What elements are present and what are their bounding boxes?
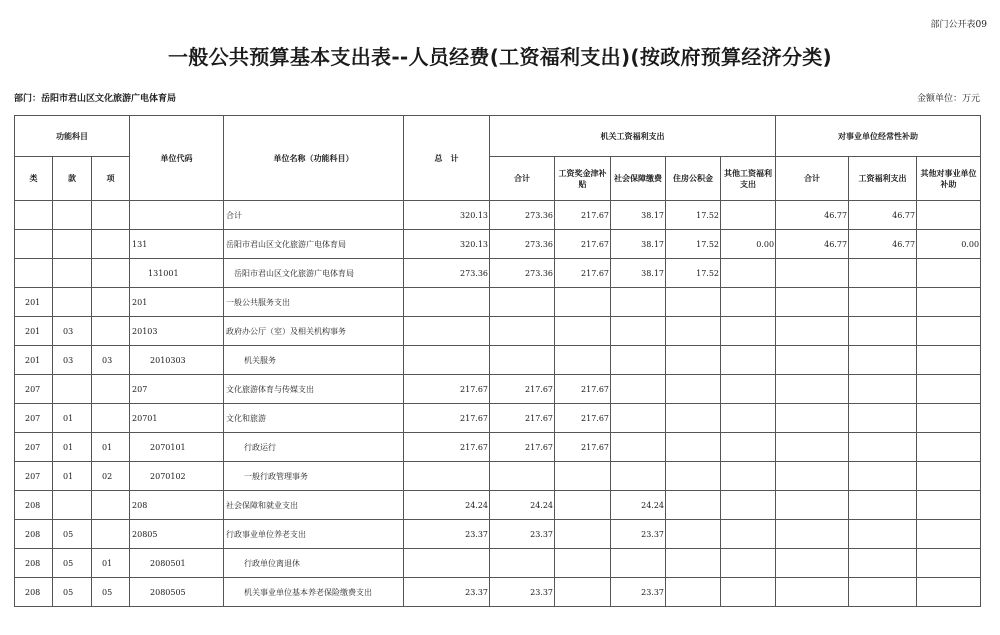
cell-sub-total [776, 317, 849, 346]
cell-code: 2070102 [130, 462, 224, 491]
cell-kuan: 01 [53, 404, 92, 433]
cell-org-wage: 217.67 [555, 259, 611, 288]
table-row [15, 346, 981, 375]
cell-org-other [721, 288, 776, 317]
cell-sub-other [917, 317, 981, 346]
department-label: 部门：岳阳市君山区文化旅游广电体育局 [14, 94, 177, 104]
cell-org-other [721, 346, 776, 375]
cell-kuan: 05 [53, 520, 92, 549]
cell-org-wage: 217.67 [555, 433, 611, 462]
cell-org-housing [666, 433, 721, 462]
cell-org-other [721, 462, 776, 491]
cell-code: 20805 [130, 520, 224, 549]
header-lei: 类 [15, 157, 53, 201]
cell-org-wage: 217.67 [555, 201, 611, 230]
cell-org-total: 217.67 [490, 433, 555, 462]
cell-name: 行政单位离退休 [224, 549, 404, 578]
cell-sub-wage [849, 259, 917, 288]
cell-lei: 201 [15, 317, 53, 346]
cell-code: 20103 [130, 317, 224, 346]
cell-sub-wage [849, 346, 917, 375]
cell-org-other: 0.00 [721, 230, 776, 259]
header-org-total: 合计 [490, 157, 555, 201]
cell-lei: 208 [15, 549, 53, 578]
table-row [15, 230, 981, 259]
cell-org-housing: 17.52 [666, 259, 721, 288]
header-sub-total: 合计 [776, 157, 849, 201]
cell-sub-total [776, 375, 849, 404]
cell-org-wage [555, 462, 611, 491]
header-org-social: 社会保障缴费 [611, 157, 666, 201]
cell-org-social [611, 288, 666, 317]
cell-sub-total [776, 462, 849, 491]
cell-org-wage [555, 549, 611, 578]
cell-lei [15, 230, 53, 259]
header-xiang: 项 [92, 157, 130, 201]
cell-code: 207 [130, 375, 224, 404]
cell-org-wage: 217.67 [555, 230, 611, 259]
cell-org-housing [666, 462, 721, 491]
cell-code: 208 [130, 491, 224, 520]
cell-lei [15, 259, 53, 288]
cell-kuan [53, 288, 92, 317]
cell-org-social [611, 433, 666, 462]
cell-sub-total [776, 288, 849, 317]
cell-org-housing [666, 288, 721, 317]
cell-org-total [490, 462, 555, 491]
cell-xiang: 02 [92, 462, 130, 491]
header-unit-code: 单位代码 [130, 116, 224, 201]
cell-org-housing [666, 346, 721, 375]
cell-xiang [92, 201, 130, 230]
cell-total [404, 462, 490, 491]
cell-sub-other [917, 404, 981, 433]
header-org-other: 其他工资福利支出 [721, 157, 776, 201]
cell-code: 131001 [130, 259, 224, 288]
cell-org-total [490, 288, 555, 317]
cell-sub-wage [849, 375, 917, 404]
cell-lei: 201 [15, 288, 53, 317]
table-row [15, 462, 981, 491]
cell-org-housing: 17.52 [666, 230, 721, 259]
cell-sub-wage: 46.77 [849, 230, 917, 259]
table-row [15, 375, 981, 404]
cell-kuan [53, 259, 92, 288]
cell-sub-other [917, 375, 981, 404]
cell-code: 20701 [130, 404, 224, 433]
cell-code: 201 [130, 288, 224, 317]
cell-total [404, 288, 490, 317]
cell-org-wage [555, 346, 611, 375]
header-unit-name: 单位名称（功能科目） [224, 116, 404, 201]
cell-total: 320.13 [404, 230, 490, 259]
cell-sub-total: 46.77 [776, 230, 849, 259]
header-org-wage: 工资奖金津补贴 [555, 157, 611, 201]
cell-org-housing [666, 404, 721, 433]
cell-sub-total [776, 578, 849, 607]
page-title: 一般公共预算基本支出表--人员经费(工资福利支出)(按政府预算经济分类) [168, 45, 832, 69]
cell-org-wage [555, 491, 611, 520]
cell-org-housing [666, 578, 721, 607]
cell-org-other [721, 491, 776, 520]
cell-sub-total [776, 404, 849, 433]
cell-sub-other [917, 288, 981, 317]
cell-org-social: 23.37 [611, 578, 666, 607]
table-row [15, 317, 981, 346]
cell-lei: 208 [15, 520, 53, 549]
cell-sub-total [776, 520, 849, 549]
cell-xiang [92, 375, 130, 404]
table-row [15, 578, 981, 607]
cell-org-housing [666, 375, 721, 404]
cell-org-social [611, 375, 666, 404]
table-row [15, 549, 981, 578]
cell-xiang [92, 520, 130, 549]
cell-xiang [92, 491, 130, 520]
cell-kuan: 01 [53, 462, 92, 491]
header-org-housing: 住房公积金 [666, 157, 721, 201]
cell-org-total: 24.24 [490, 491, 555, 520]
cell-sub-total: 46.77 [776, 201, 849, 230]
table-row [15, 433, 981, 462]
cell-total: 320.13 [404, 201, 490, 230]
cell-sub-wage [849, 491, 917, 520]
cell-name: 机关事业单位基本养老保险缴费支出 [224, 578, 404, 607]
cell-xiang [92, 404, 130, 433]
cell-sub-wage [849, 520, 917, 549]
cell-org-wage [555, 520, 611, 549]
cell-sub-wage [849, 404, 917, 433]
cell-org-housing [666, 317, 721, 346]
amount-unit-label: 金额单位：万元 [916, 94, 980, 104]
cell-kuan: 05 [53, 578, 92, 607]
cell-total: 23.37 [404, 520, 490, 549]
cell-total [404, 549, 490, 578]
table-row [15, 520, 981, 549]
cell-sub-other [917, 549, 981, 578]
cell-total: 217.67 [404, 375, 490, 404]
header-subsidy-group: 对事业单位经常性补助 [776, 116, 981, 157]
cell-org-social: 38.17 [611, 230, 666, 259]
header-sub-wage: 工资福利支出 [849, 157, 917, 201]
cell-name: 文化旅游体育与传媒支出 [224, 375, 404, 404]
cell-org-wage: 217.67 [555, 404, 611, 433]
cell-org-total: 273.36 [490, 201, 555, 230]
cell-sub-other [917, 346, 981, 375]
cell-sub-total [776, 259, 849, 288]
cell-org-other [721, 578, 776, 607]
cell-org-housing [666, 491, 721, 520]
cell-sub-other [917, 578, 981, 607]
cell-org-social [611, 317, 666, 346]
cell-org-housing: 17.52 [666, 201, 721, 230]
table-row [15, 201, 981, 230]
cell-name: 机关服务 [224, 346, 404, 375]
cell-sub-other [917, 201, 981, 230]
cell-xiang: 03 [92, 346, 130, 375]
cell-lei: 207 [15, 375, 53, 404]
cell-org-wage: 217.67 [555, 375, 611, 404]
cell-xiang [92, 317, 130, 346]
cell-org-social: 38.17 [611, 259, 666, 288]
cell-name: 一般公共服务支出 [224, 288, 404, 317]
cell-org-total: 23.37 [490, 578, 555, 607]
budget-table [14, 115, 981, 607]
cell-xiang: 01 [92, 433, 130, 462]
cell-lei: 208 [15, 578, 53, 607]
cell-org-other [721, 404, 776, 433]
cell-org-social [611, 346, 666, 375]
cell-name: 行政事业单位养老支出 [224, 520, 404, 549]
cell-org-other [721, 433, 776, 462]
header-total: 总 计 [404, 116, 490, 201]
cell-sub-wage [849, 549, 917, 578]
cell-org-other [721, 549, 776, 578]
form-tag: 部门公开表09 [930, 20, 987, 30]
cell-lei: 208 [15, 491, 53, 520]
cell-org-social: 38.17 [611, 201, 666, 230]
cell-sub-wage [849, 317, 917, 346]
cell-code: 2080501 [130, 549, 224, 578]
cell-lei: 207 [15, 462, 53, 491]
cell-kuan: 03 [53, 346, 92, 375]
cell-sub-other [917, 491, 981, 520]
cell-code: 2070101 [130, 433, 224, 462]
cell-code: 131 [130, 230, 224, 259]
cell-code [130, 201, 224, 230]
cell-org-wage [555, 288, 611, 317]
cell-sub-other [917, 462, 981, 491]
table-body [15, 201, 981, 607]
cell-kuan: 05 [53, 549, 92, 578]
header-org-group: 机关工资福利支出 [490, 116, 776, 157]
cell-org-other [721, 375, 776, 404]
cell-name: 合计 [224, 201, 404, 230]
cell-total: 23.37 [404, 578, 490, 607]
cell-name: 社会保障和就业支出 [224, 491, 404, 520]
cell-org-total: 273.36 [490, 259, 555, 288]
table-row [15, 259, 981, 288]
cell-org-social [611, 549, 666, 578]
cell-sub-wage [849, 288, 917, 317]
cell-org-other [721, 259, 776, 288]
cell-org-total [490, 317, 555, 346]
cell-xiang [92, 259, 130, 288]
cell-org-wage [555, 317, 611, 346]
cell-org-total [490, 549, 555, 578]
cell-name: 岳阳市君山区文化旅游广电体育局 [224, 230, 404, 259]
cell-total: 217.67 [404, 433, 490, 462]
cell-org-total: 217.67 [490, 375, 555, 404]
cell-org-other [721, 520, 776, 549]
cell-org-other [721, 201, 776, 230]
cell-sub-wage [849, 578, 917, 607]
cell-name: 一般行政管理事务 [224, 462, 404, 491]
cell-total: 217.67 [404, 404, 490, 433]
cell-xiang [92, 288, 130, 317]
cell-code: 2010303 [130, 346, 224, 375]
cell-name: 岳阳市君山区文化旅游广电体育局 [224, 259, 404, 288]
cell-sub-other: 0.00 [917, 230, 981, 259]
cell-org-wage [555, 578, 611, 607]
cell-kuan [53, 375, 92, 404]
cell-kuan: 03 [53, 317, 92, 346]
cell-kuan: 01 [53, 433, 92, 462]
cell-lei: 201 [15, 346, 53, 375]
cell-sub-total [776, 346, 849, 375]
cell-org-total: 217.67 [490, 404, 555, 433]
table-row [15, 404, 981, 433]
cell-sub-total [776, 549, 849, 578]
header-function-subject: 功能科目 [15, 116, 130, 157]
cell-org-social: 23.37 [611, 520, 666, 549]
table-row [15, 491, 981, 520]
header-kuan: 款 [53, 157, 92, 201]
cell-code: 2080505 [130, 578, 224, 607]
cell-xiang [92, 230, 130, 259]
cell-kuan [53, 230, 92, 259]
cell-org-social: 24.24 [611, 491, 666, 520]
cell-sub-other [917, 520, 981, 549]
cell-org-housing [666, 549, 721, 578]
cell-xiang: 01 [92, 549, 130, 578]
cell-total [404, 317, 490, 346]
cell-org-social [611, 404, 666, 433]
cell-sub-wage [849, 462, 917, 491]
cell-org-total [490, 346, 555, 375]
cell-sub-wage [849, 433, 917, 462]
cell-lei [15, 201, 53, 230]
cell-name: 政府办公厅（室）及相关机构事务 [224, 317, 404, 346]
cell-total: 273.36 [404, 259, 490, 288]
cell-org-other [721, 317, 776, 346]
cell-kuan [53, 491, 92, 520]
cell-lei: 207 [15, 404, 53, 433]
cell-total: 24.24 [404, 491, 490, 520]
cell-sub-other [917, 433, 981, 462]
cell-kuan [53, 201, 92, 230]
cell-sub-other [917, 259, 981, 288]
cell-xiang: 05 [92, 578, 130, 607]
cell-org-social [611, 462, 666, 491]
cell-sub-wage: 46.77 [849, 201, 917, 230]
cell-org-housing [666, 520, 721, 549]
cell-sub-total [776, 491, 849, 520]
cell-name: 文化和旅游 [224, 404, 404, 433]
cell-lei: 207 [15, 433, 53, 462]
table-row [15, 288, 981, 317]
cell-total [404, 346, 490, 375]
cell-org-total: 273.36 [490, 230, 555, 259]
cell-org-total: 23.37 [490, 520, 555, 549]
cell-name: 行政运行 [224, 433, 404, 462]
header-sub-other: 其他对事业单位补助 [917, 157, 981, 201]
cell-sub-total [776, 433, 849, 462]
